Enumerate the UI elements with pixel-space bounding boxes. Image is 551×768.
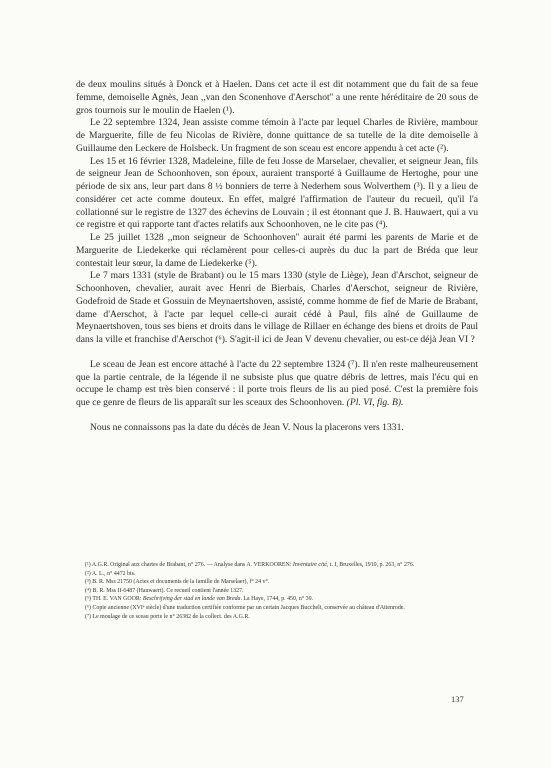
footnote <box>76 613 478 622</box>
paragraph: de deux moulins situés à Donck et à Haelen. Dans cet acte il est dit notamment que du fait de sa feue femme, demoiselle Agnès, Jean ,,van den Sconenhove d'Aerschot'' a une rente héréditaire de 20 sous de gros tournois sur le moulin de Haelen (¹). <box>76 79 478 116</box>
footnote-mark: (³) <box>85 579 91 586</box>
footnote <box>76 604 478 613</box>
footnote-text: B. R. Mss 21750 (Actes et documents de la famille de Marselaer), f° 24 v°. <box>92 579 270 586</box>
paragraph: Le 22 septembre 1324, Jean assiste comme témoin à l'acte par lequel Charles de Rivière, mambour de Marguerite, fille de feu Nicolas de Rivière, donne quittance de sa tutelle de la dite demoiselle à Guillaume den Leckere de Holsbeck. Un fragment de son sceau est encore appendu à cet acte (²). <box>76 117 478 154</box>
footnote <box>76 587 478 596</box>
paragraph: Le 25 juillet 1328 ,,mon seigneur de Schoonhoven'' aurait été parmi les parents de Marie et de Marguerite de Liedekerke qui réclamèrent pour celles-ci auprès du duc la part de Bréda que leur contestait leur sœur, la dame de Liedekerke (⁵). <box>76 232 478 269</box>
footnote-text: A.G.R. Original aux chartes de Brabant, n° 276. — Analyse dans A. VERKOOREN: <box>91 562 293 568</box>
footnote-text: , t. I, Bruxelles, 1910, p. 263, n° 276. <box>326 562 415 568</box>
footnote-text: B. R. Mss II-6487 (Hauwaert). Ce recueil contient l'année 1327. <box>92 587 244 594</box>
paragraph: Le 7 mars 1331 (style de Brabant) ou le 15 mars 1330 (style de Liège), Jean d'Arschot, seigneur de Schoonhoven, chevalier, aurait avec Henri de Bierbais, Charles d'Aerschot, seigneur de Rivière, Godefroid de Stade et Gossuin de Meynaertshoven, assisté, comme homme de fief de Marie de Brabant, dame d'Aerschot, à l'acte par lequel celle-ci aurait cédé à Paul, fils aîné de Guillaume de Meynaertshoven, tous ses biens et droits dans le village de Rillaer en échange des biens et droits de Paul dans la ville et franchise d'Aerschot (⁶). S'agit-il ici de Jean V devenu chevalier, ou est-ce déjà Jean VI ? <box>76 270 478 345</box>
footnote <box>76 561 478 570</box>
plate-reference: (Pl. VI, fig. B). <box>346 397 404 408</box>
footnote-title: Beschrijving der stad en lande van Breda <box>142 596 241 603</box>
footnote <box>76 570 478 579</box>
body-text <box>76 79 478 435</box>
footnote-text: Copie ancienne (XVIᵉ siècle) d'une traduction certifiée conforme par un certain Jacques Bucchelt, conservée au château d'Attenrode. <box>92 604 405 611</box>
paragraph: Les 15 et 16 février 1328, Madeleine, fille de feu Josse de Marselaer, chevalier, et seigneur Jean, fils de seigneur Jean de Schoonhoven, son époux, auraient transporté à Guillaume de Hertoghe, pour une période de six ans, leur part dans 8 ½ bonniers de terre à Nederhem sous Wolverthem (³). Il y a lieu de considérer cet acte comme douteux. En effet, malgré l'affirmation de l'auteur du recueil, qu'il l'a collationné sur le registre de 1327 des échevins de Louvain ; il est étonnant que J. B. Hauwaert, qui a vu ce registre et qui rapporte tant d'actes relatifs aux Schoonhoven, ne le cite pas (⁴). <box>76 155 478 231</box>
footnote <box>76 578 478 587</box>
footnote-text: TH. E. VAN GOOR: <box>92 596 143 603</box>
footnote-title: Inventaire cité <box>292 562 327 568</box>
paragraph <box>76 359 478 410</box>
footnote-mark: (¹) <box>85 562 91 568</box>
paragraph: Nous ne connaissons pas la date du décès de Jean V. Nous la placerons vers 1331. <box>90 421 404 433</box>
footnote-mark: (⁶) <box>85 604 91 611</box>
footnote-text: . La Haye, 1744, p. 450, n° 39. <box>240 596 314 603</box>
footnote-mark: (⁷) <box>85 613 91 620</box>
footnote-mark: (²) <box>85 570 91 577</box>
footnote-text: A. L., n° 4472 bis. <box>91 570 136 577</box>
footnote <box>76 595 478 604</box>
footnote-mark: (⁵) <box>85 596 91 603</box>
page-number: 137 <box>451 694 464 704</box>
footnote-mark: (⁴) <box>85 587 91 594</box>
footnotes <box>76 561 478 621</box>
footnote-text: Le moulage de ce sceau porte le n° 26382 de la collect. des A.G.R. <box>92 613 250 620</box>
paragraph-text: Le sceau de Jean est encore attaché à l'acte du 22 septembre 1324 (⁷). Il n'en reste malheureusement que la partie centrale, de la légende il ne subsiste plus que quatre débris de lettres, mais l'écu qui en occupe le champ est très bien conservé : il porte trois fleurs de lis au pied posé. C'est la première fois que ce genre de fleurs de lis apparaît sur les sceaux des Schoonhoven. <box>76 358 478 408</box>
